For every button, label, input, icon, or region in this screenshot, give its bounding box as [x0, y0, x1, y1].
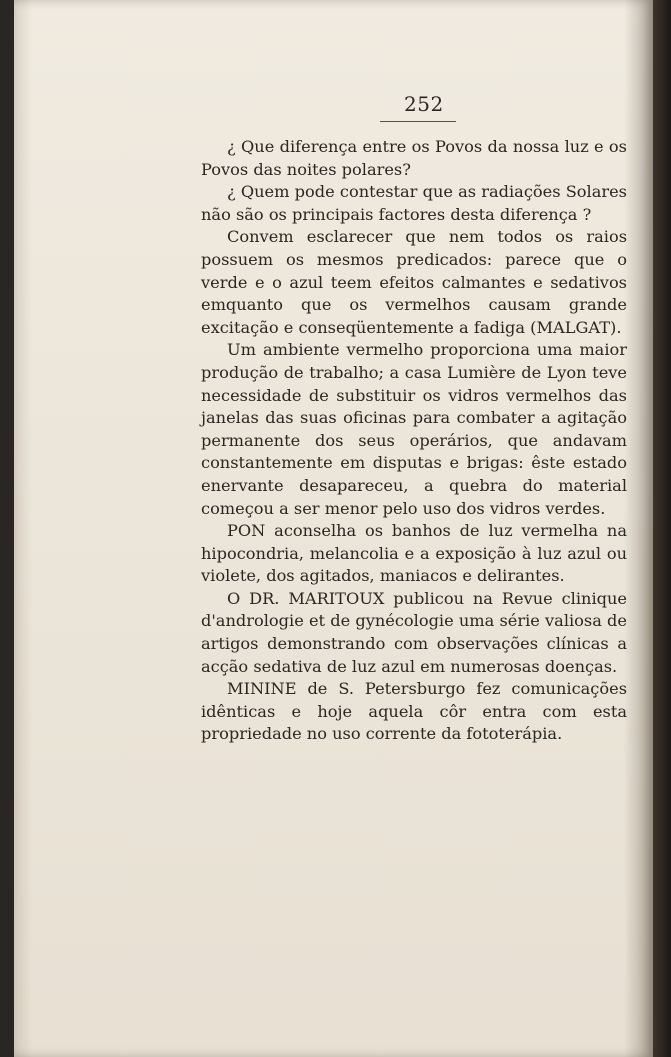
book-spine-shadow	[653, 0, 671, 1057]
paragraph: ¿ Que diferença entre os Povos da nossa luz e os Povos das noites polares?	[201, 137, 627, 179]
body-text	[201, 136, 627, 746]
paragraph: O DR. MARITOUX publicou na Revue clinique d'andrologie et de gynécologie uma série valiosa de artigos demonstrando com observações clínicas a acção sedativa de luz azul em numerosas doenças.	[201, 588, 627, 676]
paragraph: Convem esclarecer que nem todos os raios possuem os mesmos predicados: parece que o verde e o azul teem efeitos calmantes e sedativos emquanto que os vermelhos causam grande excitação e conseqüentemente a fadiga (MALGAT).	[201, 227, 627, 337]
book-page	[14, 0, 654, 1057]
paragraph: ¿ Quem pode contestar que as radiações Solares não são os principais factores desta diferença ?	[201, 182, 627, 224]
paragraph: Um ambiente vermelho proporciona uma maior produção de trabalho; a casa Lumière de Lyon teve necessidade de substituir os vidros vermelhos das janelas das suas oficinas para combater a agitação permanente dos seus operários, que andavam constantemente em disputas e brigas: êste estado enervante desapareceu, a quebra do material começou a ser menor pelo uso dos vidros verdes.	[201, 340, 627, 518]
page-number: 252	[404, 92, 444, 116]
paragraph: MININE de S. Petersburgo fez comunicações idênticas e hoje aquela côr entra com esta propriedade no uso corrente da fototerápia.	[201, 679, 627, 744]
paragraph: PON aconselha os banhos de luz vermelha na hipocondria, melancolia e a exposição à luz azul ou violete, dos agitados, maniacos e delirantes.	[201, 521, 627, 586]
header-rule	[380, 121, 456, 122]
